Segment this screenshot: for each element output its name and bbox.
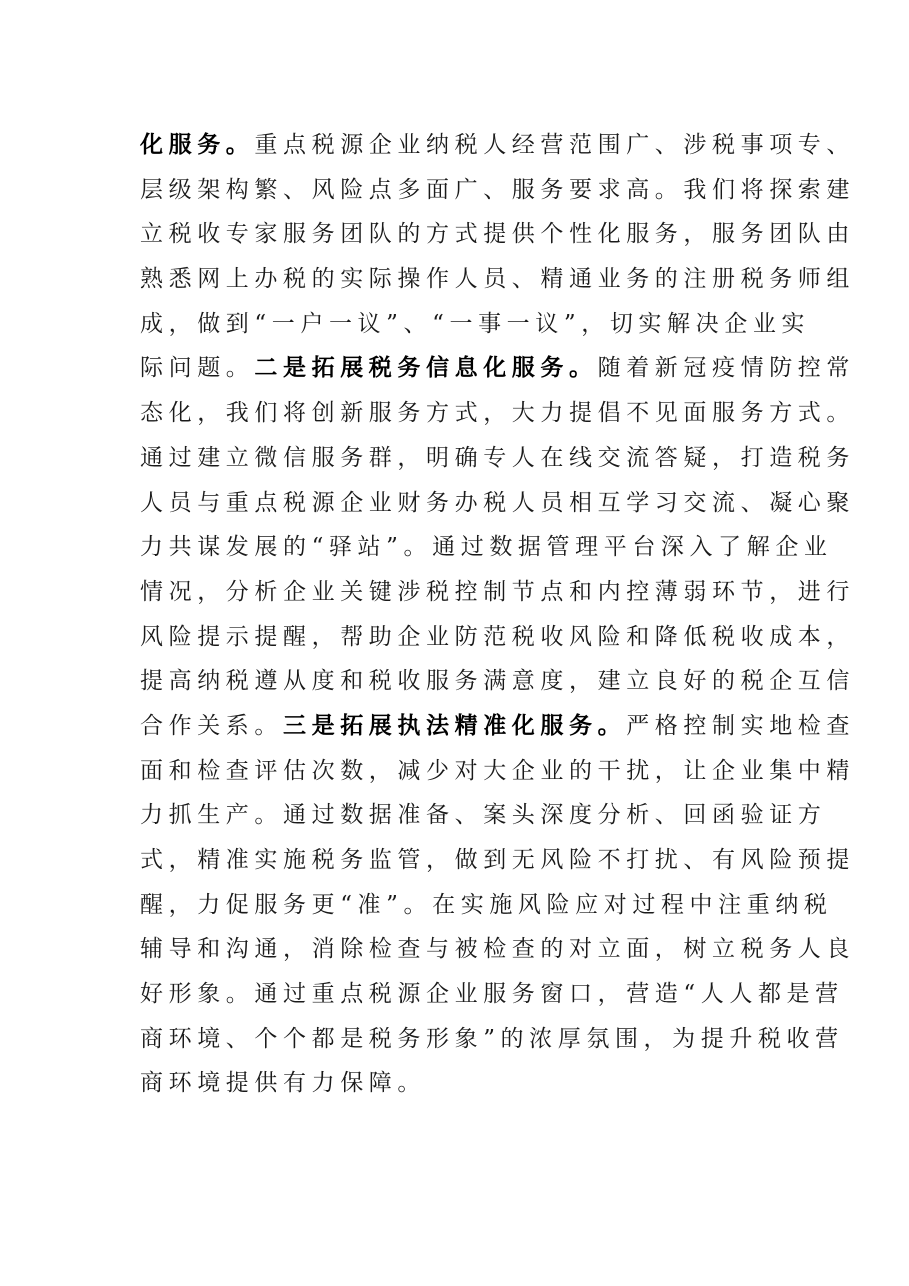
- text-line: [140, 927, 855, 972]
- bold-heading-text: 二是拓展税务信息化服务。: [254, 354, 598, 382]
- body-text: 式，精准实施税务监管，做到无风险不打扰、有风险预提: [140, 847, 855, 873]
- body-text: 态化，我们将创新服务方式，大力提倡不见面服务方式。: [140, 400, 855, 427]
- body-text: 随着新冠疫情防控常: [597, 355, 856, 382]
- body-text: 熟悉网上办税的实际操作人员、精通业务的注册税务师组: [140, 266, 855, 293]
- body-text: 商环境、个个都是税务形象”的浓厚氛围，为提升税收营: [140, 1025, 844, 1052]
- body-text: 立税收专家服务团队的方式提供个性化服务，服务团队由: [140, 221, 855, 248]
- body-text: 提高纳税遵从度和税收服务满意度，建立良好的税企互信: [140, 668, 855, 695]
- text-line: [140, 704, 856, 749]
- body-text: 辅导和沟通，消除检查与被检查的对立面，树立税务人良: [140, 936, 855, 963]
- text-line: [140, 793, 827, 838]
- body-text: 商环境提供有力保障。: [140, 1070, 426, 1097]
- body-text: 醒，力促服务更“准”。在实施风险应对过程中注重纳税: [140, 891, 833, 918]
- text-line: [140, 481, 855, 526]
- body-text: 成，做到“一户一议”、“一事一议”，切实解决企业实: [140, 310, 811, 337]
- bold-heading-text: 化服务。: [140, 131, 255, 158]
- bold-heading-text: 三是拓展执法精准化服务。: [283, 711, 627, 739]
- body-text: 风险提示提醒，帮助企业防范税收风险和降低税收成本，: [140, 623, 855, 650]
- body-paragraph: [140, 123, 856, 1106]
- text-line: [140, 838, 855, 883]
- text-line: [140, 212, 855, 257]
- body-text: 合作关系。: [140, 712, 283, 739]
- text-line: [140, 570, 855, 615]
- body-text: 层级架构繁、风险点多面广、服务要求高。我们将探索建: [140, 176, 855, 203]
- text-line: [140, 302, 811, 347]
- text-line: [140, 749, 855, 794]
- body-text: 面和检查评估次数，减少对大企业的干扰，让企业集中精: [140, 757, 855, 784]
- text-line: [140, 257, 855, 302]
- text-line: [140, 436, 855, 481]
- body-text: 通过建立微信服务群，明确专人在线交流答疑，打造税务: [140, 444, 855, 471]
- body-text: 人员与重点税源企业财务办税人员相互学习交流、凝心聚: [140, 489, 855, 516]
- text-line: [140, 346, 856, 391]
- text-line: [140, 883, 833, 928]
- body-text: 力抓生产。通过数据准备、案头深度分析、回函验证方: [140, 802, 827, 829]
- text-line: [140, 168, 855, 213]
- body-text: 好形象。通过重点税源企业服务窗口，营造“人人都是营: [140, 981, 844, 1008]
- text-line: [140, 1017, 844, 1062]
- text-line: [140, 1061, 780, 1106]
- text-line: [140, 123, 856, 168]
- body-text: 力共谋发展的“驿站”。通过数据管理平台深入了解企业: [140, 534, 833, 561]
- body-text: 严格控制实地检查: [626, 712, 856, 739]
- body-text: 重点税源企业纳税人经营范围广、涉税事项专、: [254, 132, 856, 158]
- body-text: 情况，分析企业关键涉税控制节点和内控薄弱环节，进行: [140, 578, 855, 605]
- text-line: [140, 525, 833, 570]
- text-line: [140, 391, 855, 436]
- text-line: [140, 659, 855, 704]
- body-text: 际问题。: [140, 355, 255, 382]
- text-line: [140, 615, 855, 660]
- text-line: [140, 972, 844, 1017]
